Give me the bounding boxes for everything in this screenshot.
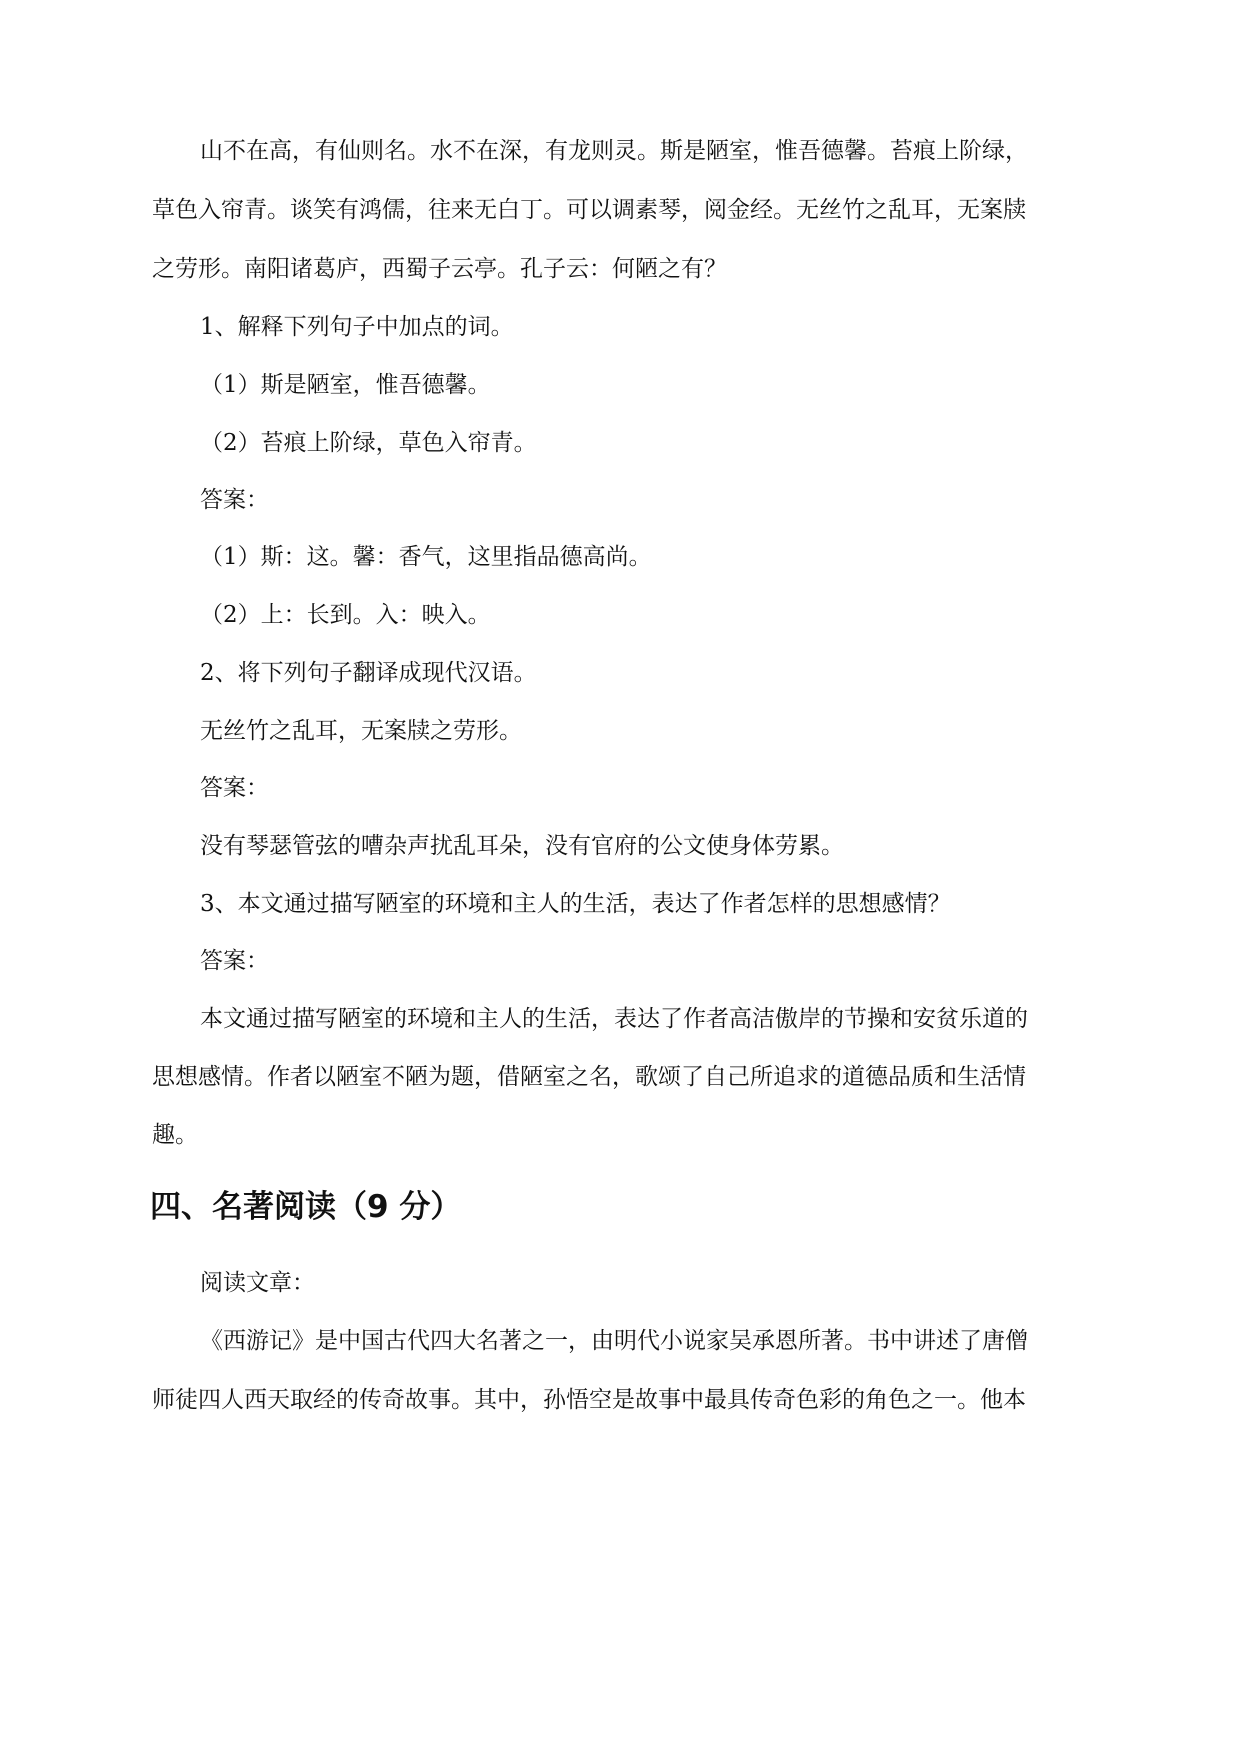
answer-3-line-3: 趣。: [152, 1122, 198, 1148]
answer-3-line-2: 思想感情。作者以陋室不陋为题，借陋室之名，歌颂了自己所追求的道德品质和生活情: [152, 1064, 1026, 1090]
answer-1-item-1: （1）斯：这。馨：香气，这里指品德高尚。: [200, 544, 652, 570]
reading-line-1: 《西游记》是中国古代四大名著之一，由明代小说家吴承恩所著。书中讲述了唐僧: [200, 1328, 1028, 1354]
answer-2: 没有琴瑟管弦的嘈杂声扰乱耳朵，没有官府的公文使身体劳累。: [200, 833, 844, 859]
answer-label-2: 答案：: [200, 775, 269, 801]
question-1-item-1: （1）斯是陋室，惟吾德馨。: [200, 372, 491, 398]
passage-line-2: 草色入帘青。谈笑有鸿儒，往来无白丁。可以调素琴，阅金经。无丝竹之乱耳，无案牍: [152, 197, 1026, 223]
answer-label-1: 答案：: [200, 487, 269, 513]
question-1-item-2: （2）苔痕上阶绿，草色入帘青。: [200, 430, 537, 456]
answer-3-line-1: 本文通过描写陋室的环境和主人的生活，表达了作者高洁傲岸的节操和安贫乐道的: [200, 1006, 1028, 1032]
question-1: 1、解释下列句子中加点的词。: [200, 314, 514, 340]
passage-line-1: 山不在高，有仙则名。水不在深，有龙则灵。斯是陋室，惟吾德馨。苔痕上阶绿，: [200, 138, 1028, 164]
question-3: 3、本文通过描写陋室的环境和主人的生活，表达了作者怎样的思想感情？: [200, 891, 951, 917]
answer-1-item-2: （2）上：长到。入：映入。: [200, 602, 491, 628]
section-heading: 四、名著阅读（9 分）: [150, 1189, 462, 1225]
question-2: 2、将下列句子翻译成现代汉语。: [200, 660, 537, 686]
question-2-sentence: 无丝竹之乱耳，无案牍之劳形。: [200, 718, 522, 744]
answer-label-3: 答案：: [200, 948, 269, 974]
reading-intro: 阅读文章：: [200, 1270, 315, 1296]
reading-line-2: 师徒四人西天取经的传奇故事。其中，孙悟空是故事中最具传奇色彩的角色之一。他本: [152, 1387, 1026, 1413]
passage-line-3: 之劳形。南阳诸葛庐，西蜀子云亭。孔子云：何陋之有？: [152, 256, 727, 282]
